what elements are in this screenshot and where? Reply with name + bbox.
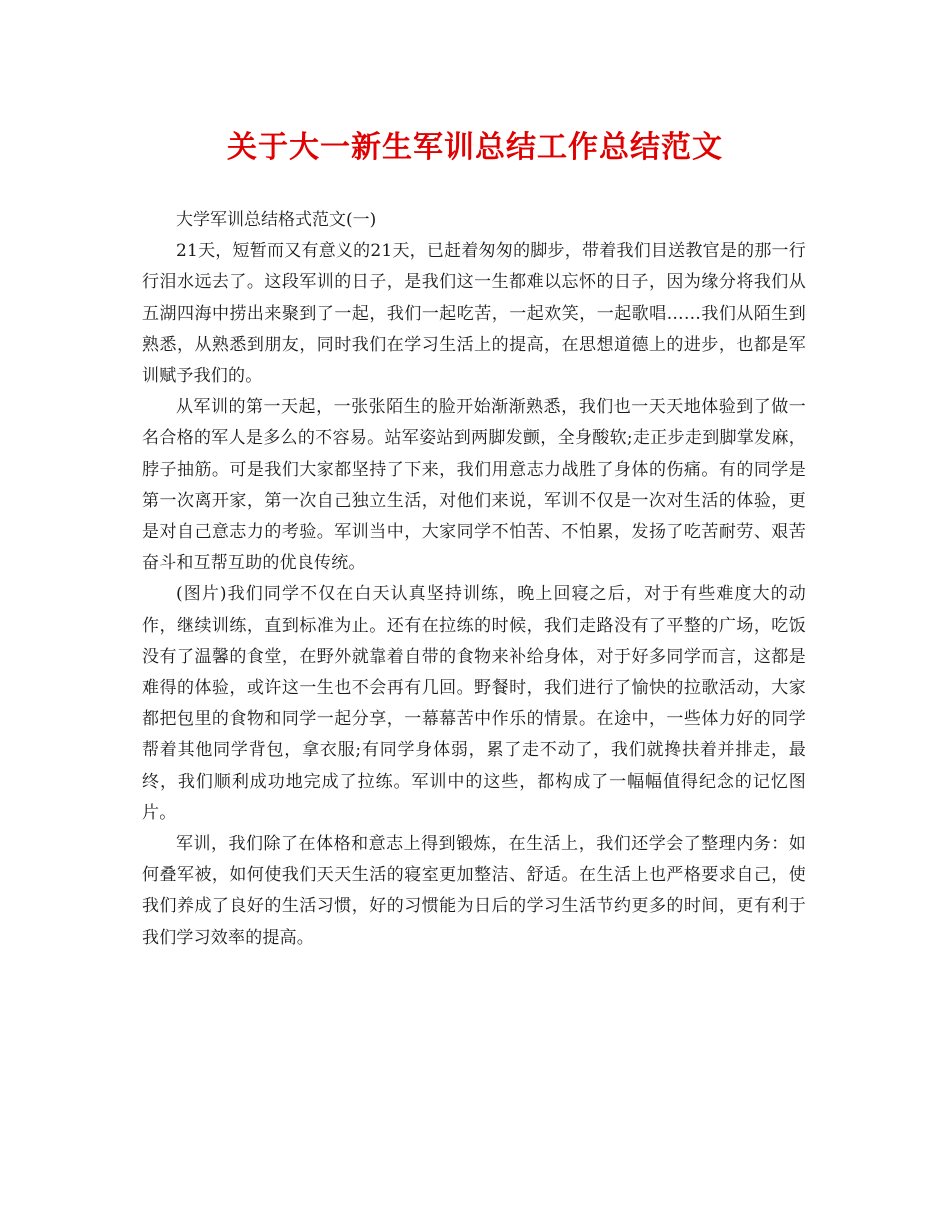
document-body [142, 205, 806, 954]
section-heading: 大学军训总结格式范文(一) [176, 210, 377, 230]
paragraph-4: 军训，我们除了在体格和意志上得到锻炼，在生活上，我们还学会了整理内务：如何叠军被，如何使我们天天生活的寝室更加整洁、舒适。在生活上也严格要求自己，使我们养成了良好的生活习惯，好的习惯能为日后的学习生活节约更多的时间，更有利于我们学习效率的提高。 [142, 834, 806, 948]
paragraph-1: 21天，短暂而又有意义的21天，已赶着匆匆的脚步，带着我们目送教官是的那一行行泪水远去了。这段军训的日子，是我们这一生都难以忘怀的日子，因为缘分将我们从五湖四海中捞出来聚到了一起，我们一起吃苦，一起欢笑，一起歌唱……我们从陌生到熟悉，从熟悉到朋友，同时我们在学习生活上的提高，在思想道德上的进步，也都是军训赋予我们的。 [142, 241, 806, 387]
paragraph-3: (图片)我们同学不仅在白天认真坚持训练，晚上回寝之后，对于有些难度大的动作，继续训练，直到标准为止。还有在拉练的时候，我们走路没有了平整的广场，吃饭没有了温馨的食堂，在野外就靠着自带的食物来补给身体，对于好多同学而言，这都是难得的体验，或许这一生也不会再有几回。野餐时，我们进行了愉快的拉歌活动，大家都把包里的食物和同学一起分享，一幕幕苦中作乐的情景。在途中，一些体力好的同学帮着其他同学背包，拿衣服;有同学身体弱，累了走不动了，我们就搀扶着并排走，最终，我们顺利成功地完成了拉练。军训中的这些，都构成了一幅幅值得纪念的记忆图片。 [142, 584, 806, 823]
document-title: 关于大一新生军训总结工作总结范文 [227, 130, 723, 165]
paragraph-2: 从军训的第一天起，一张张陌生的脸开始渐渐熟悉，我们也一天天地体验到了做一名合格的军人是多么的不容易。站军姿站到两脚发颤，全身酸软;走正步走到脚掌发麻，脖子抽筋。可是我们大家都坚持了下来，我们用意志力战胜了身体的伤痛。有的同学是第一次离开家，第一次自己独立生活，对他们来说，军训不仅是一次对生活的体验，更是对自己意志力的考验。军训当中，大家同学不怕苦、不怕累，发扬了吃苦耐劳、艰苦奋斗和互帮互助的优良传统。 [142, 397, 806, 574]
